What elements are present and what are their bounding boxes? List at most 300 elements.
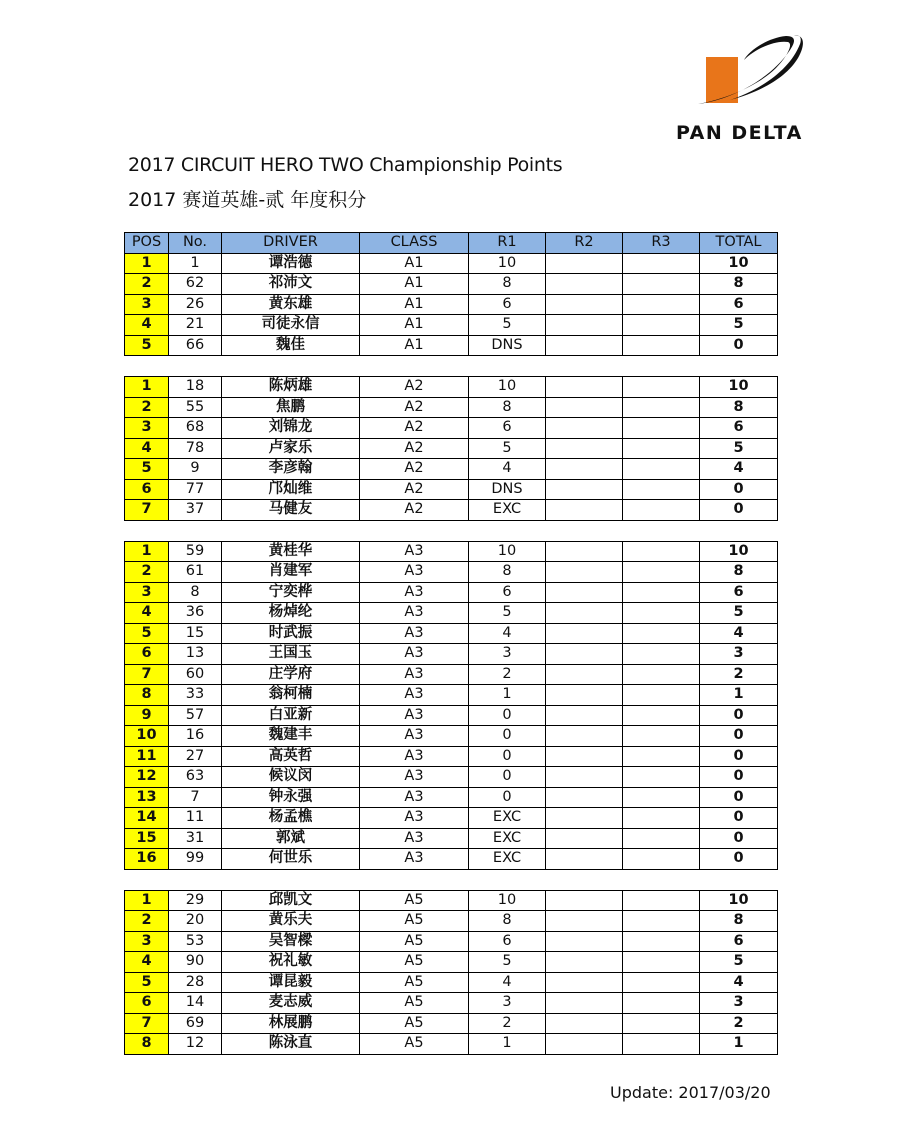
cell-driver: 魏佳 [222, 335, 360, 356]
header-pos: POS [125, 233, 169, 254]
cell-r3 [623, 767, 700, 788]
header-no: No. [169, 233, 222, 254]
cell-no: 12 [169, 1034, 222, 1055]
cell-pos: 3 [125, 294, 169, 315]
cell-r3 [623, 808, 700, 829]
cell-pos: 5 [125, 335, 169, 356]
table-row [125, 808, 778, 829]
cell-r2 [546, 787, 623, 808]
cell-r1: DNS [469, 335, 546, 356]
title-chinese: 2017 赛道英雄-贰 年度积分 [128, 189, 367, 211]
table-row [125, 500, 778, 521]
table-row [125, 541, 778, 562]
cell-r2 [546, 767, 623, 788]
cell-total: 6 [700, 582, 778, 603]
cell-cls: A2 [360, 397, 469, 418]
table-row [125, 952, 778, 973]
table-row [125, 418, 778, 439]
cell-total: 10 [700, 541, 778, 562]
cell-pos: 9 [125, 705, 169, 726]
cell-cls: A3 [360, 603, 469, 624]
cell-r2 [546, 685, 623, 706]
cell-r3 [623, 726, 700, 747]
cell-r2 [546, 890, 623, 911]
cell-total: 5 [700, 952, 778, 973]
table-row [125, 562, 778, 583]
cell-r2 [546, 253, 623, 274]
cell-pos: 3 [125, 931, 169, 952]
table-row [125, 664, 778, 685]
cell-no: 9 [169, 459, 222, 480]
cell-no: 27 [169, 746, 222, 767]
cell-cls: A3 [360, 849, 469, 870]
cell-no: 66 [169, 335, 222, 356]
cell-no: 68 [169, 418, 222, 439]
cell-r3 [623, 1034, 700, 1055]
table-row [125, 911, 778, 932]
table-row [125, 377, 778, 398]
cell-r3 [623, 890, 700, 911]
table-row [125, 746, 778, 767]
table-row [125, 726, 778, 747]
cell-pos: 12 [125, 767, 169, 788]
cell-driver: 祝礼敏 [222, 952, 360, 973]
cell-total: 10 [700, 253, 778, 274]
cell-r2 [546, 911, 623, 932]
cell-no: 11 [169, 808, 222, 829]
cell-no: 13 [169, 644, 222, 665]
cell-driver: 马健友 [222, 500, 360, 521]
cell-pos: 8 [125, 685, 169, 706]
cell-no: 53 [169, 931, 222, 952]
cell-r1: 6 [469, 294, 546, 315]
cell-r1: 1 [469, 1034, 546, 1055]
table-row [125, 397, 778, 418]
cell-no: 59 [169, 541, 222, 562]
spacer-cell [125, 520, 778, 541]
cell-r3 [623, 705, 700, 726]
cell-no: 20 [169, 911, 222, 932]
cell-driver: 麦志威 [222, 993, 360, 1014]
cell-cls: A2 [360, 418, 469, 439]
cell-r1: 5 [469, 315, 546, 336]
cell-r3 [623, 952, 700, 973]
cell-no: 33 [169, 685, 222, 706]
cell-r2 [546, 541, 623, 562]
cell-total: 4 [700, 459, 778, 480]
cell-total: 6 [700, 931, 778, 952]
cell-r1: 5 [469, 438, 546, 459]
cell-pos: 5 [125, 623, 169, 644]
cell-r3 [623, 274, 700, 295]
cell-r1: 1 [469, 685, 546, 706]
cell-total: 0 [700, 787, 778, 808]
cell-cls: A1 [360, 335, 469, 356]
cell-pos: 8 [125, 1034, 169, 1055]
cell-driver: 郭斌 [222, 828, 360, 849]
cell-r2 [546, 746, 623, 767]
cell-r3 [623, 253, 700, 274]
cell-r1: EXC [469, 500, 546, 521]
cell-total: 8 [700, 397, 778, 418]
cell-pos: 2 [125, 274, 169, 295]
cell-total: 0 [700, 849, 778, 870]
spacer-cell [125, 356, 778, 377]
cell-driver: 谭浩德 [222, 253, 360, 274]
cell-cls: A3 [360, 828, 469, 849]
cell-r1: 10 [469, 253, 546, 274]
cell-r1: 2 [469, 664, 546, 685]
cell-cls: A5 [360, 1034, 469, 1055]
cell-r3 [623, 623, 700, 644]
cell-driver: 黄乐夫 [222, 911, 360, 932]
cell-r3 [623, 1013, 700, 1034]
cell-no: 26 [169, 294, 222, 315]
cell-pos: 2 [125, 911, 169, 932]
cell-no: 7 [169, 787, 222, 808]
cell-r1: 8 [469, 562, 546, 583]
table-row [125, 644, 778, 665]
cell-cls: A3 [360, 562, 469, 583]
cell-r1: 4 [469, 459, 546, 480]
cell-total: 1 [700, 1034, 778, 1055]
cell-r2 [546, 582, 623, 603]
cell-r2 [546, 274, 623, 295]
cell-total: 3 [700, 644, 778, 665]
cell-driver: 高英哲 [222, 746, 360, 767]
cell-no: 61 [169, 562, 222, 583]
cell-r2 [546, 931, 623, 952]
cell-pos: 1 [125, 890, 169, 911]
cell-no: 18 [169, 377, 222, 398]
cell-r1: 5 [469, 952, 546, 973]
cell-driver: 林展鹏 [222, 1013, 360, 1034]
cell-total: 0 [700, 828, 778, 849]
cell-cls: A5 [360, 890, 469, 911]
cell-no: 90 [169, 952, 222, 973]
cell-cls: A5 [360, 952, 469, 973]
cell-pos: 3 [125, 418, 169, 439]
cell-r2 [546, 808, 623, 829]
cell-r1: 8 [469, 911, 546, 932]
header-driver: DRIVER [222, 233, 360, 254]
table-row [125, 603, 778, 624]
cell-no: 57 [169, 705, 222, 726]
cell-r3 [623, 377, 700, 398]
table-row [125, 479, 778, 500]
table-row [125, 931, 778, 952]
table-row [125, 1013, 778, 1034]
table-row [125, 1034, 778, 1055]
cell-r1: 0 [469, 746, 546, 767]
cell-r1: 10 [469, 541, 546, 562]
cell-driver: 祁沛文 [222, 274, 360, 295]
cell-pos: 15 [125, 828, 169, 849]
cell-cls: A3 [360, 685, 469, 706]
cell-r3 [623, 685, 700, 706]
cell-pos: 3 [125, 582, 169, 603]
cell-r2 [546, 849, 623, 870]
cell-cls: A1 [360, 274, 469, 295]
cell-no: 55 [169, 397, 222, 418]
cell-r1: 10 [469, 890, 546, 911]
cell-pos: 13 [125, 787, 169, 808]
cell-cls: A3 [360, 623, 469, 644]
cell-pos: 4 [125, 603, 169, 624]
cell-r1: 8 [469, 397, 546, 418]
cell-r1: 4 [469, 972, 546, 993]
cell-driver: 卢家乐 [222, 438, 360, 459]
cell-total: 0 [700, 705, 778, 726]
table-row [125, 705, 778, 726]
cell-cls: A3 [360, 541, 469, 562]
cell-driver: 宁奕桦 [222, 582, 360, 603]
table-row [125, 828, 778, 849]
cell-r2 [546, 1013, 623, 1034]
cell-driver: 候议闵 [222, 767, 360, 788]
cell-r1: 0 [469, 705, 546, 726]
cell-no: 63 [169, 767, 222, 788]
cell-pos: 2 [125, 397, 169, 418]
cell-pos: 7 [125, 1013, 169, 1034]
logo-text: PAN DELTA [676, 122, 803, 144]
header-class: CLASS [360, 233, 469, 254]
table-row [125, 623, 778, 644]
cell-r2 [546, 397, 623, 418]
cell-pos: 1 [125, 377, 169, 398]
cell-r2 [546, 315, 623, 336]
cell-total: 3 [700, 993, 778, 1014]
cell-total: 0 [700, 479, 778, 500]
cell-r1: 6 [469, 582, 546, 603]
cell-r2 [546, 562, 623, 583]
cell-cls: A3 [360, 664, 469, 685]
cell-pos: 14 [125, 808, 169, 829]
cell-cls: A5 [360, 1013, 469, 1034]
cell-r3 [623, 335, 700, 356]
cell-cls: A2 [360, 500, 469, 521]
cell-total: 6 [700, 418, 778, 439]
cell-pos: 1 [125, 541, 169, 562]
cell-total: 10 [700, 377, 778, 398]
cell-total: 8 [700, 274, 778, 295]
cell-cls: A1 [360, 315, 469, 336]
cell-driver: 肖建军 [222, 562, 360, 583]
cell-driver: 庄学府 [222, 664, 360, 685]
cell-r3 [623, 397, 700, 418]
cell-cls: A5 [360, 993, 469, 1014]
cell-no: 62 [169, 274, 222, 295]
cell-no: 28 [169, 972, 222, 993]
cell-r1: 4 [469, 623, 546, 644]
cell-r3 [623, 479, 700, 500]
cell-r1: 3 [469, 993, 546, 1014]
update-date: Update: 2017/03/20 [610, 1083, 771, 1102]
cell-total: 0 [700, 726, 778, 747]
table-row [125, 787, 778, 808]
cell-cls: A5 [360, 972, 469, 993]
cell-r3 [623, 582, 700, 603]
table-row [125, 890, 778, 911]
cell-r3 [623, 972, 700, 993]
cell-r3 [623, 664, 700, 685]
cell-r2 [546, 644, 623, 665]
cell-r2 [546, 418, 623, 439]
cell-r3 [623, 603, 700, 624]
cell-pos: 11 [125, 746, 169, 767]
cell-r3 [623, 500, 700, 521]
cell-r3 [623, 787, 700, 808]
cell-r3 [623, 315, 700, 336]
cell-cls: A3 [360, 746, 469, 767]
cell-total: 8 [700, 562, 778, 583]
cell-cls: A5 [360, 911, 469, 932]
table-row [125, 849, 778, 870]
cell-r2 [546, 1034, 623, 1055]
cell-driver: 李彦翰 [222, 459, 360, 480]
table-row [125, 685, 778, 706]
cell-cls: A2 [360, 479, 469, 500]
cell-r2 [546, 828, 623, 849]
table-row [125, 274, 778, 295]
header-row [125, 233, 778, 254]
cell-total: 0 [700, 746, 778, 767]
table-row [125, 993, 778, 1014]
cell-driver: 黄桂华 [222, 541, 360, 562]
cell-driver: 时武振 [222, 623, 360, 644]
cell-driver: 黄东雄 [222, 294, 360, 315]
cell-cls: A1 [360, 253, 469, 274]
title-english: 2017 CIRCUIT HERO TWO Championship Points [128, 154, 563, 176]
cell-r3 [623, 993, 700, 1014]
cell-r2 [546, 726, 623, 747]
cell-cls: A3 [360, 787, 469, 808]
cell-total: 0 [700, 335, 778, 356]
cell-pos: 4 [125, 438, 169, 459]
cell-pos: 1 [125, 253, 169, 274]
cell-r3 [623, 849, 700, 870]
cell-driver: 魏建丰 [222, 726, 360, 747]
cell-total: 0 [700, 500, 778, 521]
cell-total: 5 [700, 438, 778, 459]
cell-total: 2 [700, 1013, 778, 1034]
table-row [125, 459, 778, 480]
cell-cls: A3 [360, 726, 469, 747]
cell-r2 [546, 705, 623, 726]
cell-r1: 3 [469, 644, 546, 665]
cell-r1: 8 [469, 274, 546, 295]
cell-no: 15 [169, 623, 222, 644]
cell-no: 29 [169, 890, 222, 911]
cell-total: 8 [700, 911, 778, 932]
cell-r2 [546, 972, 623, 993]
cell-driver: 司徒永信 [222, 315, 360, 336]
cell-r2 [546, 603, 623, 624]
cell-pos: 2 [125, 562, 169, 583]
cell-cls: A3 [360, 767, 469, 788]
cell-pos: 5 [125, 972, 169, 993]
cell-total: 5 [700, 315, 778, 336]
cell-r1: 2 [469, 1013, 546, 1034]
header-r2: R2 [546, 233, 623, 254]
cell-driver: 吴智樑 [222, 931, 360, 952]
cell-r3 [623, 459, 700, 480]
cell-r1: 6 [469, 418, 546, 439]
cell-r2 [546, 664, 623, 685]
table-row [125, 253, 778, 274]
cell-r1: 0 [469, 726, 546, 747]
cell-no: 1 [169, 253, 222, 274]
cell-cls: A3 [360, 644, 469, 665]
cell-no: 77 [169, 479, 222, 500]
cell-driver: 杨焯纶 [222, 603, 360, 624]
cell-r2 [546, 500, 623, 521]
standings-table [124, 232, 778, 1055]
cell-cls: A2 [360, 377, 469, 398]
cell-pos: 16 [125, 849, 169, 870]
table-row [125, 972, 778, 993]
cell-r1: EXC [469, 808, 546, 829]
cell-pos: 6 [125, 479, 169, 500]
cell-r1: EXC [469, 849, 546, 870]
cell-driver: 白亚新 [222, 705, 360, 726]
group-spacer [125, 356, 778, 377]
cell-no: 16 [169, 726, 222, 747]
table-row [125, 315, 778, 336]
cell-driver: 邱凯文 [222, 890, 360, 911]
cell-driver: 邝灿维 [222, 479, 360, 500]
cell-r3 [623, 931, 700, 952]
table-row [125, 767, 778, 788]
cell-driver: 陈泳直 [222, 1034, 360, 1055]
cell-no: 31 [169, 828, 222, 849]
cell-r2 [546, 623, 623, 644]
cell-total: 1 [700, 685, 778, 706]
cell-r1: 0 [469, 787, 546, 808]
cell-total: 4 [700, 972, 778, 993]
cell-r2 [546, 993, 623, 1014]
cell-r3 [623, 644, 700, 665]
cell-no: 69 [169, 1013, 222, 1034]
header-total: TOTAL [700, 233, 778, 254]
spacer-cell [125, 869, 778, 890]
group-spacer [125, 869, 778, 890]
cell-driver: 王国玉 [222, 644, 360, 665]
header-r3: R3 [623, 233, 700, 254]
cell-r1: 5 [469, 603, 546, 624]
cell-pos: 4 [125, 315, 169, 336]
cell-cls: A2 [360, 438, 469, 459]
cell-r2 [546, 377, 623, 398]
cell-cls: A3 [360, 808, 469, 829]
cell-r1: 10 [469, 377, 546, 398]
cell-r1: EXC [469, 828, 546, 849]
cell-r3 [623, 438, 700, 459]
cell-r3 [623, 294, 700, 315]
cell-driver: 刘锦龙 [222, 418, 360, 439]
table-row [125, 335, 778, 356]
cell-cls: A3 [360, 582, 469, 603]
cell-r2 [546, 459, 623, 480]
cell-pos: 6 [125, 993, 169, 1014]
cell-total: 6 [700, 294, 778, 315]
cell-no: 60 [169, 664, 222, 685]
cell-r2 [546, 479, 623, 500]
cell-total: 10 [700, 890, 778, 911]
cell-r3 [623, 911, 700, 932]
cell-r3 [623, 562, 700, 583]
cell-total: 0 [700, 767, 778, 788]
